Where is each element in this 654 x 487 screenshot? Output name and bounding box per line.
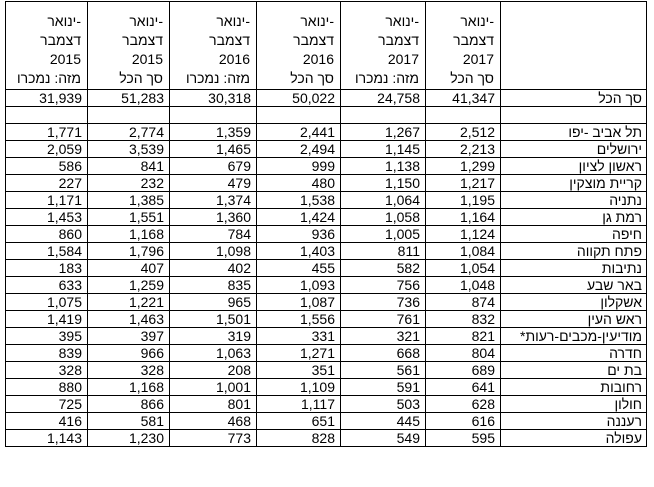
value-cell: 1,109: [257, 379, 341, 396]
value-cell: 561: [341, 362, 426, 379]
value-cell: 811: [341, 243, 426, 260]
value-cell: 1,359: [170, 124, 257, 141]
table-row: [6, 277, 647, 294]
total-value-cell: 51,283: [88, 90, 170, 107]
column-header-line4: מזה: נמכרו: [185, 70, 250, 86]
value-cell: 874: [426, 294, 501, 311]
table-row: [6, 328, 647, 345]
value-cell: 1,054: [426, 260, 501, 277]
value-cell: 1,168: [88, 379, 170, 396]
total-label: סך הכל: [501, 90, 647, 107]
value-cell: 2,213: [426, 141, 501, 158]
table-row: [6, 175, 647, 192]
column-header-line1: ינואר-: [216, 13, 250, 29]
column-header: [426, 2, 501, 90]
column-header-line2: דצמבר: [122, 32, 163, 48]
value-cell: 725: [6, 396, 88, 413]
housing-data-table: [5, 1, 647, 447]
value-cell: 319: [170, 328, 257, 345]
total-row: [6, 90, 647, 107]
city-name-cell: רמת גן: [501, 209, 647, 226]
value-cell: 756: [341, 277, 426, 294]
value-cell: 581: [88, 413, 170, 430]
value-cell: 1,164: [426, 209, 501, 226]
value-cell: 839: [6, 345, 88, 362]
table-row: [6, 413, 647, 430]
value-cell: 407: [88, 260, 170, 277]
value-cell: 351: [257, 362, 341, 379]
value-cell: 1,267: [341, 124, 426, 141]
value-cell: 1,403: [257, 243, 341, 260]
city-name-cell: רחובות: [501, 379, 647, 396]
value-cell: 999: [257, 158, 341, 175]
value-cell: 1,221: [88, 294, 170, 311]
value-cell: 1,217: [426, 175, 501, 192]
value-cell: 1,796: [88, 243, 170, 260]
city-name-cell: חיפה: [501, 226, 647, 243]
value-cell: 866: [88, 396, 170, 413]
column-header-line2: דצמבר: [293, 32, 334, 48]
value-cell: 1,150: [341, 175, 426, 192]
value-cell: 232: [88, 175, 170, 192]
column-header-line2: דצמבר: [378, 32, 419, 48]
value-cell: 736: [341, 294, 426, 311]
table-body: [6, 2, 647, 447]
value-cell: 227: [6, 175, 88, 192]
table-row: [6, 260, 647, 277]
city-name-cell: ירושלים: [501, 141, 647, 158]
value-cell: 328: [88, 362, 170, 379]
column-header: [257, 2, 341, 90]
value-cell: 1,124: [426, 226, 501, 243]
value-cell: 761: [341, 311, 426, 328]
column-header-line3: 2015: [131, 51, 163, 67]
value-cell: 503: [341, 396, 426, 413]
value-cell: 1,299: [426, 158, 501, 175]
table-row: [6, 396, 647, 413]
value-cell: 208: [170, 362, 257, 379]
city-name-cell: נתניה: [501, 192, 647, 209]
column-header-line4: סך הכל: [450, 70, 494, 86]
table-row: [6, 226, 647, 243]
empty-cell: [88, 107, 170, 124]
value-cell: 321: [341, 328, 426, 345]
value-cell: 633: [6, 277, 88, 294]
value-cell: 801: [170, 396, 257, 413]
value-cell: 1,171: [6, 192, 88, 209]
value-cell: 821: [426, 328, 501, 345]
value-cell: 1,419: [6, 311, 88, 328]
value-cell: 1,138: [341, 158, 426, 175]
value-cell: 479: [170, 175, 257, 192]
value-cell: 1,005: [341, 226, 426, 243]
value-cell: 586: [6, 158, 88, 175]
table-row: [6, 124, 647, 141]
value-cell: 1,048: [426, 277, 501, 294]
total-value-cell: 50,022: [257, 90, 341, 107]
table-row: [6, 379, 647, 396]
empty-cell: [501, 107, 647, 124]
value-cell: 773: [170, 430, 257, 447]
value-cell: 1,385: [88, 192, 170, 209]
value-cell: 1,453: [6, 209, 88, 226]
column-header: [88, 2, 170, 90]
value-cell: 966: [88, 345, 170, 362]
value-cell: 1,093: [257, 277, 341, 294]
city-name-cell: ראש העין: [501, 311, 647, 328]
table-row: [6, 192, 647, 209]
table-row: [6, 158, 647, 175]
city-name-cell: תל אביב -יפו: [501, 124, 647, 141]
city-name-cell: קריית מוצקין: [501, 175, 647, 192]
value-cell: 1,075: [6, 294, 88, 311]
value-cell: 2,441: [257, 124, 341, 141]
value-cell: 468: [170, 413, 257, 430]
value-cell: 668: [341, 345, 426, 362]
city-name-cell: באר שבע: [501, 277, 647, 294]
table-row: [6, 243, 647, 260]
value-cell: 641: [426, 379, 501, 396]
value-cell: 1,584: [6, 243, 88, 260]
total-value-cell: 30,318: [170, 90, 257, 107]
city-name-cell: חדרה: [501, 345, 647, 362]
total-value-cell: 41,347: [426, 90, 501, 107]
value-cell: 397: [88, 328, 170, 345]
value-cell: 416: [6, 413, 88, 430]
column-header: [6, 2, 88, 90]
city-name-cell: בת ים: [501, 362, 647, 379]
empty-cell: [341, 107, 426, 124]
value-cell: 1,084: [426, 243, 501, 260]
value-cell: 402: [170, 260, 257, 277]
value-cell: 480: [257, 175, 341, 192]
value-cell: 3,539: [88, 141, 170, 158]
column-header-line3: 2016: [302, 51, 334, 67]
value-cell: 1,117: [257, 396, 341, 413]
value-cell: 1,551: [88, 209, 170, 226]
city-name-cell: ראשון לציון: [501, 158, 647, 175]
blank-separator-row: [6, 107, 647, 124]
value-cell: 1,195: [426, 192, 501, 209]
value-cell: 936: [257, 226, 341, 243]
table-row: [6, 362, 647, 379]
column-header-line3: 2015: [49, 51, 81, 67]
value-cell: 860: [6, 226, 88, 243]
table-row: [6, 345, 647, 362]
city-name-cell: רעננה: [501, 413, 647, 430]
value-cell: 1,501: [170, 311, 257, 328]
value-cell: 804: [426, 345, 501, 362]
total-value-cell: 31,939: [6, 90, 88, 107]
value-cell: 628: [426, 396, 501, 413]
value-cell: 689: [426, 362, 501, 379]
total-value-cell: 24,758: [341, 90, 426, 107]
value-cell: 1,271: [257, 345, 341, 362]
value-cell: 1,463: [88, 311, 170, 328]
table-row: [6, 294, 647, 311]
value-cell: 1,230: [88, 430, 170, 447]
column-header-line2: דצמבר: [40, 32, 81, 48]
value-cell: 1,374: [170, 192, 257, 209]
column-header: [170, 2, 257, 90]
value-cell: 455: [257, 260, 341, 277]
value-cell: 183: [6, 260, 88, 277]
city-column-header: [501, 2, 647, 90]
column-header-line3: 2016: [218, 51, 250, 67]
empty-cell: [6, 107, 88, 124]
column-header: [341, 2, 426, 90]
value-cell: 784: [170, 226, 257, 243]
table-row: [6, 209, 647, 226]
value-cell: 828: [257, 430, 341, 447]
value-cell: 445: [341, 413, 426, 430]
header-row: [6, 2, 647, 90]
value-cell: 616: [426, 413, 501, 430]
value-cell: 1,360: [170, 209, 257, 226]
value-cell: 595: [426, 430, 501, 447]
value-cell: 549: [341, 430, 426, 447]
value-cell: 2,059: [6, 141, 88, 158]
value-cell: 1,465: [170, 141, 257, 158]
table-row: [6, 141, 647, 158]
value-cell: 395: [6, 328, 88, 345]
value-cell: 1,143: [6, 430, 88, 447]
value-cell: 835: [170, 277, 257, 294]
column-header-line1: ינואר-: [460, 13, 494, 29]
value-cell: 1,556: [257, 311, 341, 328]
column-header-line1: ינואר-: [300, 13, 334, 29]
value-cell: 591: [341, 379, 426, 396]
value-cell: 1,001: [170, 379, 257, 396]
value-cell: 1,168: [88, 226, 170, 243]
city-name-cell: אשקלון: [501, 294, 647, 311]
value-cell: 2,494: [257, 141, 341, 158]
column-header-line1: ינואר-: [129, 13, 163, 29]
table-row: [6, 430, 647, 447]
value-cell: 2,512: [426, 124, 501, 141]
value-cell: 328: [6, 362, 88, 379]
table-row: [6, 311, 647, 328]
value-cell: 1,771: [6, 124, 88, 141]
value-cell: 1,087: [257, 294, 341, 311]
value-cell: 1,064: [341, 192, 426, 209]
column-header-line1: ינואר-: [47, 13, 81, 29]
value-cell: 679: [170, 158, 257, 175]
column-header-line4: מזה: נמכרו: [16, 70, 81, 86]
value-cell: 880: [6, 379, 88, 396]
value-cell: 1,063: [170, 345, 257, 362]
value-cell: 1,058: [341, 209, 426, 226]
column-header-line1: ינואר-: [385, 13, 419, 29]
value-cell: 1,538: [257, 192, 341, 209]
column-header-line2: דצמבר: [453, 32, 494, 48]
value-cell: 832: [426, 311, 501, 328]
city-name-cell: חולון: [501, 396, 647, 413]
city-name-cell: מודיעין-מכבים-רעות*: [501, 328, 647, 345]
city-name-cell: פתח תקווה: [501, 243, 647, 260]
value-cell: 1,098: [170, 243, 257, 260]
column-header-line3: 2017: [387, 51, 419, 67]
column-header-line2: דצמבר: [209, 32, 250, 48]
value-cell: 1,145: [341, 141, 426, 158]
city-name-cell: עפולה: [501, 430, 647, 447]
column-header-line4: סך הכל: [119, 70, 163, 86]
value-cell: 1,259: [88, 277, 170, 294]
value-cell: 965: [170, 294, 257, 311]
column-header-line4: מזה: נמכרו: [354, 70, 419, 86]
column-header-line4: סך הכל: [290, 70, 334, 86]
city-name-cell: נתיבות: [501, 260, 647, 277]
value-cell: 651: [257, 413, 341, 430]
value-cell: 582: [341, 260, 426, 277]
empty-cell: [170, 107, 257, 124]
empty-cell: [257, 107, 341, 124]
value-cell: 331: [257, 328, 341, 345]
value-cell: 1,424: [257, 209, 341, 226]
value-cell: 841: [88, 158, 170, 175]
column-header-line3: 2017: [462, 51, 494, 67]
value-cell: 2,774: [88, 124, 170, 141]
empty-cell: [426, 107, 501, 124]
